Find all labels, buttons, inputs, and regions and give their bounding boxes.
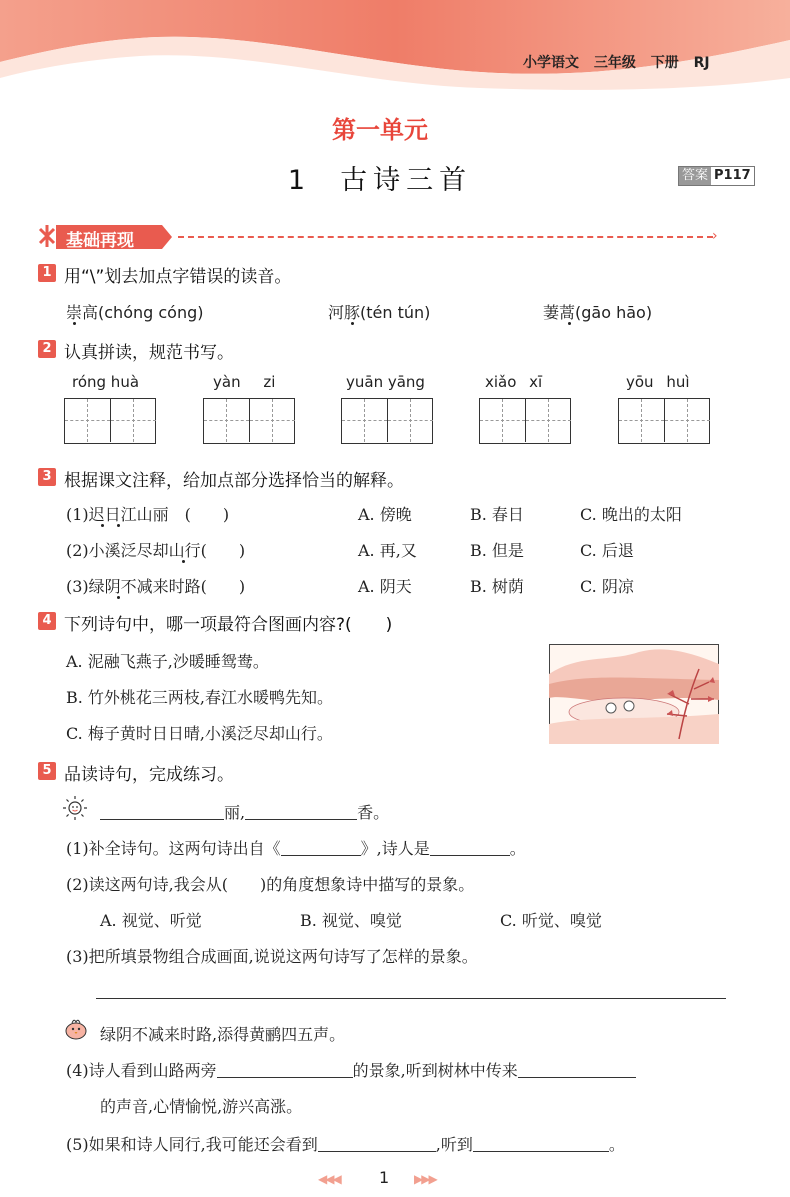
q5-sub5-a: (5)如果和诗人同行,我可能还会看到 — [66, 1135, 318, 1154]
q3-row-2-a[interactable]: A. 再,又 — [358, 541, 417, 560]
q5-sub4-c: 的声音,心情愉悦,游兴高涨。 — [100, 1097, 303, 1116]
q1-dot-2 — [351, 322, 354, 325]
q4-option-c[interactable]: C. 梅子黄时日日晴,小溪泛尽却山行。 — [66, 724, 333, 743]
q2-pinyin-3: yuān yāng — [346, 373, 425, 391]
q1-pre-3: 萋 — [543, 303, 560, 322]
q5-sub5-blank-1[interactable] — [318, 1135, 436, 1152]
q5-sub4-a: (4)诗人看到山路两旁 — [66, 1061, 217, 1080]
q3-row-2-stem: (2)小溪泛尽却山行( ) — [66, 541, 246, 560]
q5-sub2-opt-c[interactable]: C. 听觉、嗅觉 — [500, 911, 602, 930]
q3-dot-1b — [117, 524, 120, 527]
sun-icon — [62, 795, 88, 821]
header-term: 下册 — [650, 55, 679, 71]
bird-icon — [62, 1016, 90, 1042]
q5-sub2-opt-b[interactable]: B. 视觉、嗅觉 — [300, 911, 402, 930]
q2-writing-box-4[interactable] — [479, 398, 571, 444]
q5-blank1-suffix: 丽, — [224, 803, 246, 822]
answer-label: 答案 — [679, 167, 711, 185]
q2-pinyin-2: yàn zi — [213, 373, 276, 391]
q1-rest-1: 高(chóng cóng) — [82, 303, 204, 322]
q4-illustration — [549, 644, 719, 744]
q4-option-a[interactable]: A. 泥融飞燕子,沙暖睡鸳鸯。 — [66, 652, 269, 671]
footer-next-arrows: ▶▶▶ — [414, 1172, 436, 1186]
q1-item-2 — [328, 300, 430, 323]
q5-poem2: 绿阴不减来时路,添得黄鹂四五声。 — [100, 1025, 346, 1044]
q3-row-3-a[interactable]: A. 阴天 — [358, 577, 412, 596]
q3-number: 3 — [38, 468, 56, 486]
q5-blank-2[interactable] — [245, 803, 357, 820]
q3-row-3-b[interactable]: B. 树荫 — [470, 577, 524, 596]
header-edition: RJ — [693, 55, 710, 71]
q3-row-3-stem: (3)绿阴不减来时路( ) — [66, 577, 246, 596]
q2-pinyin-4: xiǎo xī — [485, 373, 543, 391]
q5-sub5-b: ,听到 — [435, 1135, 473, 1154]
q5-sub5-c: 。 — [608, 1135, 625, 1154]
q5-sub3: (3)把所填景物组合成画面,说说这两句诗写了怎样的景象。 — [66, 947, 478, 966]
q1-char-2: 豚 — [344, 303, 361, 322]
q3-row-2-c[interactable]: C. 后退 — [580, 541, 634, 560]
header-band — [0, 0, 790, 90]
q5-sub4-blank-2[interactable] — [518, 1061, 636, 1078]
unit-title: 第一单元 — [332, 116, 428, 144]
q2-pinyin-1: róng huà — [72, 373, 140, 391]
q3-row-1-b[interactable]: B. 春日 — [470, 505, 524, 524]
header-meta — [523, 52, 710, 72]
q5-sub5 — [66, 1132, 625, 1155]
q3-row-1-stem: (1)迟日江山丽 ( ) — [66, 505, 230, 524]
q2-writing-box-3[interactable] — [341, 398, 433, 444]
answer-ref — [678, 166, 755, 186]
header-grade: 三年级 — [593, 55, 636, 71]
q1-item-1 — [66, 300, 204, 323]
q1-rest-3: (gāo hāo) — [575, 303, 653, 322]
header-subject: 小学语文 — [523, 55, 579, 71]
section-divider — [178, 236, 713, 238]
q1-dot-1 — [73, 322, 76, 325]
q2-pinyin-5: yōu huì — [626, 373, 690, 391]
q5-sub1-b: 》,诗人是 — [360, 839, 430, 858]
q5-text: 品读诗句，完成练习。 — [64, 765, 234, 785]
q2-writing-box-1[interactable] — [64, 398, 156, 444]
q3-row-3-c[interactable]: C. 阴凉 — [580, 577, 634, 596]
q1-pre-2: 河 — [328, 303, 345, 322]
q5-number: 5 — [38, 762, 56, 780]
q5-poet-blank[interactable] — [430, 839, 510, 856]
q5-sub1 — [66, 836, 526, 859]
q5-sub4-b: 的景象,听到树林中传来 — [352, 1061, 518, 1080]
q2-writing-box-2[interactable] — [203, 398, 295, 444]
footer-prev-arrows: ◀◀◀ — [318, 1172, 340, 1186]
q5-title-blank[interactable] — [281, 839, 361, 856]
q5-sub2-opt-a[interactable]: A. 视觉、听觉 — [100, 911, 202, 930]
answer-page: P117 — [714, 168, 751, 183]
q5-blank2-suffix: 香。 — [357, 803, 390, 822]
q2-number: 2 — [38, 340, 56, 358]
q1-item-3 — [543, 300, 652, 323]
q3-dot-1 — [101, 524, 104, 527]
q5-sub1-a: (1)补全诗句。这两句诗出自《 — [66, 839, 281, 858]
q3-text: 根据课文注释，给加点部分选择恰当的解释。 — [64, 471, 404, 491]
q1-number: 1 — [38, 264, 56, 282]
section-label: 基础再现 — [66, 231, 134, 251]
q2-text: 认真拼读，规范书写。 — [64, 343, 234, 363]
q3-dot-2 — [182, 560, 185, 563]
q3-dot-3 — [117, 596, 120, 599]
q4-option-b[interactable]: B. 竹外桃花三两枝,春江水暖鸭先知。 — [66, 688, 334, 707]
q3-row-1-a[interactable]: A. 傍晚 — [358, 505, 412, 524]
q5-sub4-blank-1[interactable] — [217, 1061, 353, 1078]
q3-row-2-b[interactable]: B. 但是 — [470, 541, 524, 560]
q5-sub1-c: 。 — [509, 839, 526, 858]
q5-sub2: (2)读这两句诗,我会从( )的角度想象诗中描写的景象。 — [66, 875, 475, 894]
lesson-title: 1 古诗三首 — [287, 165, 473, 196]
q5-sub3-answer-line[interactable] — [96, 998, 726, 999]
q5-poem1 — [100, 800, 389, 823]
q3-row-1-c[interactable]: C. 晚出的太阳 — [580, 505, 682, 524]
q2-writing-box-5[interactable] — [618, 398, 710, 444]
q1-dot-3 — [568, 322, 571, 325]
q5-sub4 — [66, 1058, 636, 1081]
q1-rest-2: (tén tún) — [360, 303, 431, 322]
section-arrow-icon: › — [712, 228, 718, 244]
q5-sub5-blank-2[interactable] — [473, 1135, 609, 1152]
q1-text: 用“\”划去加点字错误的读音。 — [64, 267, 292, 287]
q4-text: 下列诗句中，哪一项最符合图画内容?( ) — [64, 615, 393, 635]
q4-number: 4 — [38, 612, 56, 630]
q5-blank-1[interactable] — [100, 803, 224, 820]
q1-char-1: 崇 — [66, 303, 83, 322]
page-number: 1 — [379, 1168, 390, 1187]
q1-char-3: 蒿 — [559, 303, 576, 322]
